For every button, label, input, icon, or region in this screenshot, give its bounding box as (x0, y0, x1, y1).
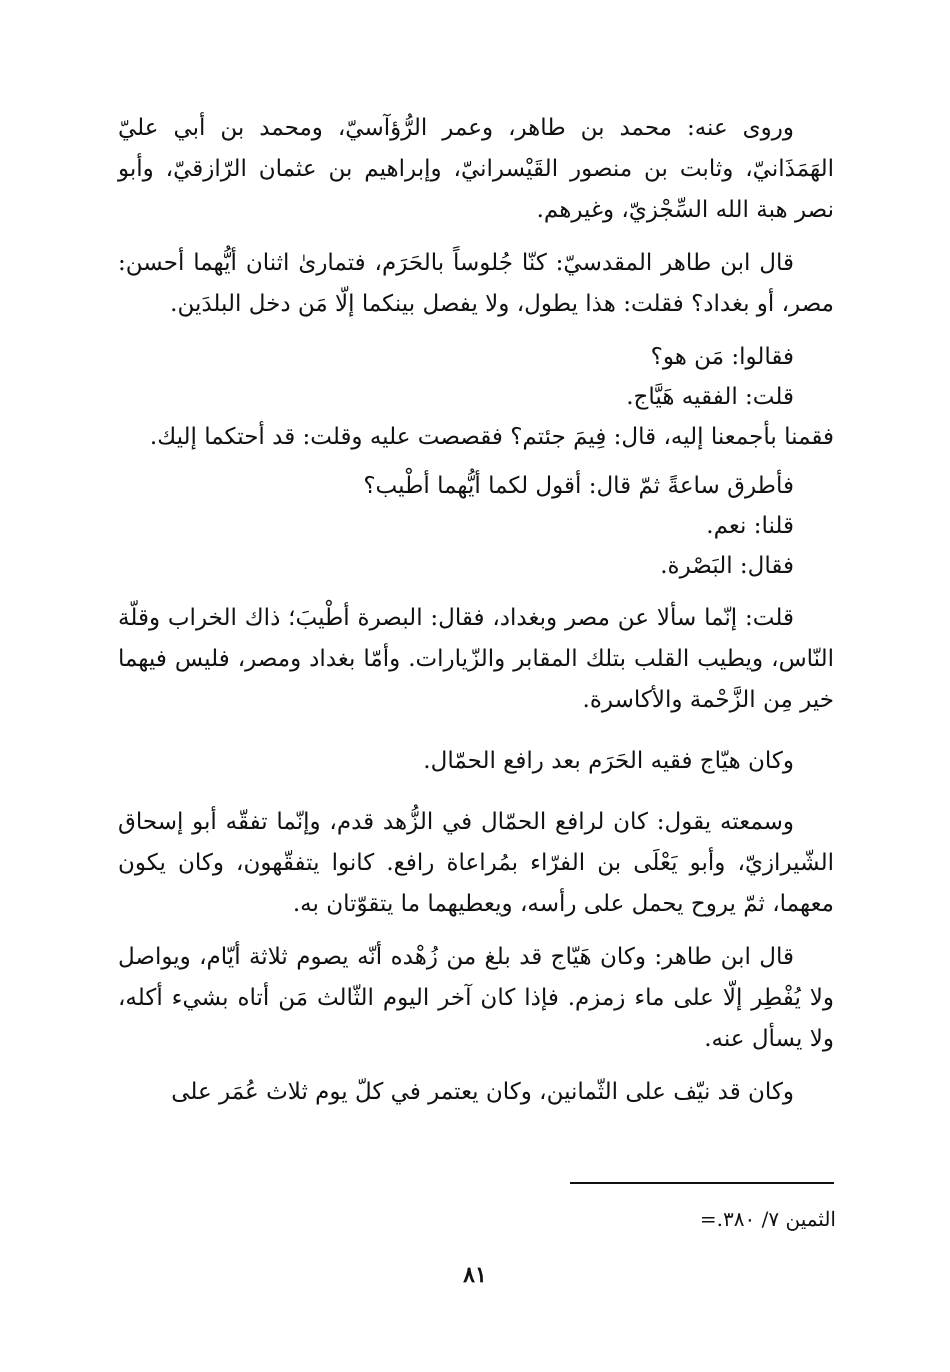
dialog-who-is-he: فقالوا: مَن هو؟ (650, 344, 794, 370)
paragraph-hayyaj-jurist: وكان هيّاج فقيه الحَرَم بعد رافع الحمّال. (423, 748, 794, 774)
paragraph-rafi-al-hammal: وسمعته يقول: كان لرافع الحمّال في الزُّهد قدم، وإنّما تفقّه أبو إسحاق الشّيرازيّ، وأبو يَعْلَى بن الفرّاء بمُراعاة رافع. كانوا يتفقّهون، وكان يكون معهما، ثمّ يروح يحمل على رأسه، ويعطيهما ما يتقوّتان به. (118, 809, 834, 917)
footnote (560, 1203, 836, 1235)
paragraph-umrah: وكان قد نيّف على الثّمانين، وكان يعتمر في كلّ يوم ثلاث عُمَر على (171, 1079, 794, 1105)
dialog-we-said-yes: قلنا: نعم. (706, 513, 794, 539)
paragraph-hayyaj-asceticism: قال ابن طاهر: وكان هَيّاج قد بلغ من زُهْده أنّه يصوم ثلاثة أيّام، ويواصل ولا يُفْطِر إلّا على ماء زمزم. فإذا كان آخر اليوم الثّالث مَن أتاه بشيء أكله، ولا يسأل عنه. (118, 944, 834, 1052)
main-text (118, 108, 834, 1113)
paragraph-narrators: وروى عنه: محمد بن طاهر، وعمر الرُّؤآسيّ، ومحمد بن أبي عليّ الهَمَذَانيّ، وثابت بن منصور القَيْسرانيّ، وإبراهيم بن عثمان الرّازقيّ، وأبو نصر هبة الله السِّجْزيّ، وغيرهم. (118, 115, 834, 223)
footnote-continuation-marker: = (699, 1207, 717, 1231)
dialog-the-jurist: قلت: الفقيه هَيَّاج. (626, 384, 794, 410)
paragraph-ibn-tahir-dispute: قال ابن طاهر المقدسيّ: كنّا جُلوساً بالحَرَم، فتمارىٰ اثنان أيُّهما أحسن: مصر، أو بغداد؟ فقلت: هذا يطول، ولا يفصل بينكما إلّا مَن دخل البلدَين. (118, 250, 834, 317)
footnote-text: الثمين ٧/ ٣٨٠. (716, 1207, 836, 1231)
paragraph-basra-explanation: قلت: إنّما سألا عن مصر وبغداد، فقال: البصرة أطْيبَ؛ ذاك الخراب وقلّة النّاس، ويطيب القلب بتلك المقابر والزّيارات. وأمّا بغداد ومصر، فليس فيهما خير مِن الزَّحْمة والأكاسرة. (118, 605, 834, 713)
paragraph-we-went-to-him: فقمنا بأجمعنا إليه، قال: فِيمَ جئتم؟ فقصصت عليه وقلت: قد أحتكما إليك. (149, 424, 834, 450)
dialog-basra: فقال: البَصْرة. (660, 553, 794, 579)
footnote-divider (570, 1182, 834, 1184)
dialog-which-is-better: فأطرق ساعةً ثمّ قال: أقول لكما أيُّهما أطْيب؟ (363, 473, 794, 499)
page-number: ٨١ (463, 1262, 487, 1288)
